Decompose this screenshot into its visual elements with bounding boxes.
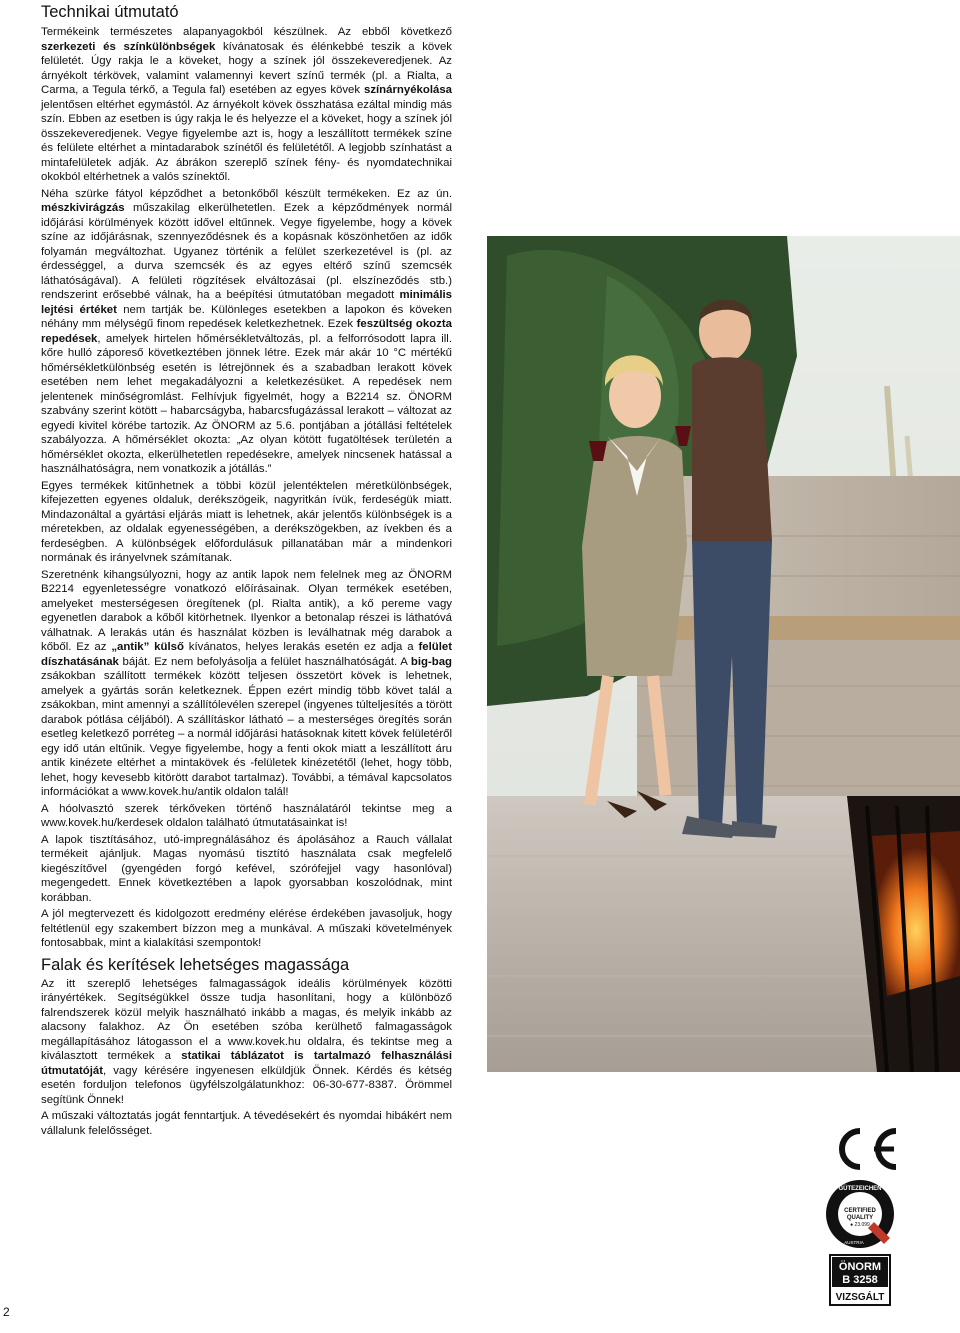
- text-run: kívánatos, helyes lerakás esetén ez adja a: [183, 641, 419, 653]
- onorm-stamp: [829, 1254, 891, 1311]
- text-run: , vagy kérésére ingyenesen elküldjük Önnek. Kérdés és kétség esetén forduljon telefonos ügyfélszolgálatunkhoz: 06-30-677-8387. Örömmel segítünk Önnek!: [41, 1064, 452, 1106]
- photo-couple-garden: [487, 236, 960, 1072]
- bold-text-run: mészkivirágzás: [41, 202, 125, 214]
- text-run: kívánatosak és élénkebbé teszik a kövek felületét. Úgy rakja le a köveket, hogy a színek jól összekeveredjenek. Az árnyékolt térkövek, valamint valamennyi kevert színű termék (pl. a Rialta, a Carma, a Tegula térkő, a Tegula fal) esetében az egyes kövek: [41, 40, 452, 96]
- onorm-stamp-icon: [829, 1254, 891, 1306]
- paragraph: [41, 479, 452, 566]
- text-run: Termékeink természetes alapanyagokból készülnek. Az ebből következő: [41, 26, 452, 38]
- ce-mark-icon: [826, 1125, 902, 1173]
- paragraph: [41, 977, 452, 1108]
- section-technical-guide-body: [41, 25, 452, 951]
- bold-text-run: feszültség okozta repedések: [41, 318, 452, 345]
- paragraph: [41, 25, 452, 185]
- quality-seal: [824, 1178, 896, 1255]
- bold-text-run: big-bag: [410, 655, 452, 668]
- onorm-line3: VIZSGÁLT: [835, 1292, 885, 1303]
- text-column: [41, 2, 452, 1140]
- seal-quality: QUALITY: [846, 1215, 874, 1221]
- text-run: , amelyek hirtelen hőmérsékletváltozás, pl. a felforrósodott lapra ill. kőre hulló záporeső következtében jönnek létre. Ezek már akár 10 °C mértékű hőmérsékletkülönbség esetén is létrejönnek és a szabadban lerakott kövek esetében nem lehet megakadályozni a keletkezésüket. A repedések nem jelentenek minőségromlást. Felhívjuk figyelmét, hogy a B2214 sz. ÖNORM szabvány szerint kötött – habarcságyba, habarcsfugázással lerakott – változat az egyedi kivitel körébe tartozik. Az ÖNORM az 5.6. pontjában a jótállási feltételek szabályozza. A hőmérséklet okozta: „Az olyan kötött fugatöltések területén a hőmérséklet okozta, elkerülhetetlen repedésekre, amelyek nincsenek hatással a használhatóságra, nem vonatkozik a jótállás.”: [41, 332, 452, 475]
- page-number: 2: [3, 1305, 10, 1319]
- bold-text-run: szerkezeti és színkülönbségek: [41, 40, 216, 53]
- text-run: A jól megtervezett és kidolgozott eredmény elérése érdekében javasoljuk, hogy feltétlenül egy szakembert bízzon meg a munkával. A műszaki követelmények fontosabbak, mint a kialakítási szempontok!: [41, 908, 452, 949]
- bold-text-run: felület díszhatásának: [41, 641, 452, 668]
- text-run: báját. Ez nem befolyásolja a felület használhatóságát. A: [118, 655, 411, 668]
- seal-number: ● 23.099: [850, 1222, 870, 1228]
- quality-seal-icon: [824, 1178, 896, 1250]
- bold-text-run: minimális lejtési értéket: [41, 289, 452, 316]
- paragraph: [41, 187, 452, 477]
- bold-text-run: statikai táblázatot is tartalmazó felhasználási útmutatóját: [41, 1050, 453, 1077]
- seal-certified: CERTIFIED: [844, 1208, 876, 1214]
- text-run: nem tartják be. Különleges esetekben a lapokon és köveken néhány mm mélységű finom repedések keletkezhetnek. Ezek: [41, 303, 452, 330]
- text-run: A műszaki változtatás jogát fenntartjuk. A tévedésekért és nyomdai hibákért nem vállalunk felelősséget.: [41, 1110, 452, 1137]
- text-run: műszakilag elkerülhetetlen. Ezek a képződmények normál időjárási körülmények között idővel eltűnnek. Vegye figyelembe, hogy a kövek színe az időjárásnak, szennyeződésnek és a kopásnak köszönhetően az idők folyamán megváltozhat. Ugyanez történik a felület szerkezetével is (pl. az érdességgel, a durva szemcsék és az egyes eltérő színű szemcsék láthatóságával). A felületi rögzítések elváltozásai (pl. elszíneződés stb.) rendszerint erősebbé válnak, ha a beépítési útmutatóban megadott: [41, 202, 452, 301]
- text-run: A hóolvasztó szerek térkőveken történő használatáról tekintse meg a www.kovek.hu/kerdesek oldalon található útmutatásainkat is!: [41, 802, 452, 829]
- lifestyle-photo: [487, 236, 960, 1072]
- text-run: A lapok tisztításához, utó-impregnálásához és ápolásához a Rauch vállalat termékeit ajánljuk. Magas nyomású tisztító használata csak megfelelő kiegészítővel (gyengéden forgó kefével, szórófejjel vagy hasonlóval) megengedett. Ennek következtében a lapok gyorsabban koszolódnak, mint korábban.: [41, 833, 452, 904]
- onorm-line2: B 3258: [842, 1274, 878, 1286]
- section-title-wall-heights: Falak és kerítések lehetséges magassága: [41, 955, 350, 974]
- text-run: Egyes termékek kitűnhetnek a többi közül jelentéktelen méretkülönbségek, kifejezetten egyenes oldaluk, derékszögeik, nagyritkán ívük, ferdeségük miatt. Mindazonáltal a gyártási eljárás miatt is lehetnek, akár jelentős különbségek is a méretekben, az oldalak egyenességében, a derékszögekben, az ívekben és a ferdeségben. A különbségek előfordulásuk pillanatában már a mindenkori normának és irányelvnek számítanak.: [41, 479, 452, 564]
- section-title-technical-guide: Technikai útmutató: [41, 3, 179, 21]
- text-run: Az itt szereplő lehetséges falmagasságok ideális körülmények közötti irányértékek. Segítségükkel össze tudja hasonlítani, hogy a különböző falrendszerek közül melyik használható inkább a magas, és melyik inkább az alacsony falakhoz. Az Ön esetében szóba kerülhető falmagasságok megállapításához látogasson el a www.kovek.hu oldalra, és tekintse meg a kiválasztott termékek a: [41, 977, 452, 1062]
- paragraph: [41, 833, 452, 906]
- text-run: Néha szürke fátyol képződhet a betonkőből készült termékeken. Ez az ún.: [41, 187, 452, 200]
- bold-text-run: színárnyékolása: [363, 84, 452, 96]
- paragraph: [41, 1109, 452, 1138]
- seal-country: AUSTRIA: [844, 1240, 864, 1245]
- paragraph: [41, 802, 452, 831]
- text-run: zsákokban szállított termékek között teljesen összetört kövek is lehetnek, amelyek a gyártás során keletkeznek. Éppen ezért mindig több követ talál a zsákokban, mint amennyi a szállítólevélen szerepel (ingyenes túlteljesítés a törött darabok pótlása céljából). A szállításkor látható – a mesterséges öregítés során esetleg keletkező porréteg – a normál időjárási hatásoknak kitett kövek felületéről egy idő után eltűnik. Vegye figyelembe, hogy a fenti okok miatt a leszállított áru antik kinézete eltérhet a mintakövek és -felületek kinézetétől (lehet, hogy több, lehet, hogy kevesebb kitörött darabot tartalmaz). További, a témával kapcsolatos információkat a www.kovek.hu/antik oldalon talál!: [41, 670, 452, 798]
- paragraph: [41, 907, 452, 951]
- seal-ring-text: GÜTEZEICHEN: [838, 1186, 882, 1192]
- onorm-line1: ÖNORM: [838, 1261, 882, 1273]
- text-run: jelentősen eltérhet egymástól. Az árnyékolt kövek összhatása ezáltal mindig más szín. Ebben az esetben is úgy rakja le és helyezze el a köveket, hogy a színek jól összekeveredjenek. Vegye figyelembe azt is, hogy a leszállított termékek színe és felülete eltérhet a mintadarabok színétől és felületétől. A legjobb színhatást a mintafelületek adják. Az ábrákon szereplő színek fény- és nyomdatechnikai okokból eltérhetnek a valós színektől.: [41, 98, 452, 183]
- ce-mark: [826, 1125, 902, 1178]
- bold-text-run: „antik” külső: [111, 641, 184, 653]
- text-run: Szeretnénk kihangsúlyozni, hogy az antik lapok nem felelnek meg az ÖNORM B2214 egyenletességre vonatkozó előírásainak. Olyan termékek esetében, amelyeket mesterségesen öregítenek (pl. Rialta antik), a kő pereme vagy egyenetlen darabok a kőből kitörhetnek. Ilyenkor a betonalap részei is láthatóvá válhatnak. A lerakás után és használat közben is leválhatnak még darabok a kőből. Ez az: [41, 568, 452, 653]
- section-wall-heights-body: [41, 977, 452, 1139]
- paragraph: [41, 568, 452, 800]
